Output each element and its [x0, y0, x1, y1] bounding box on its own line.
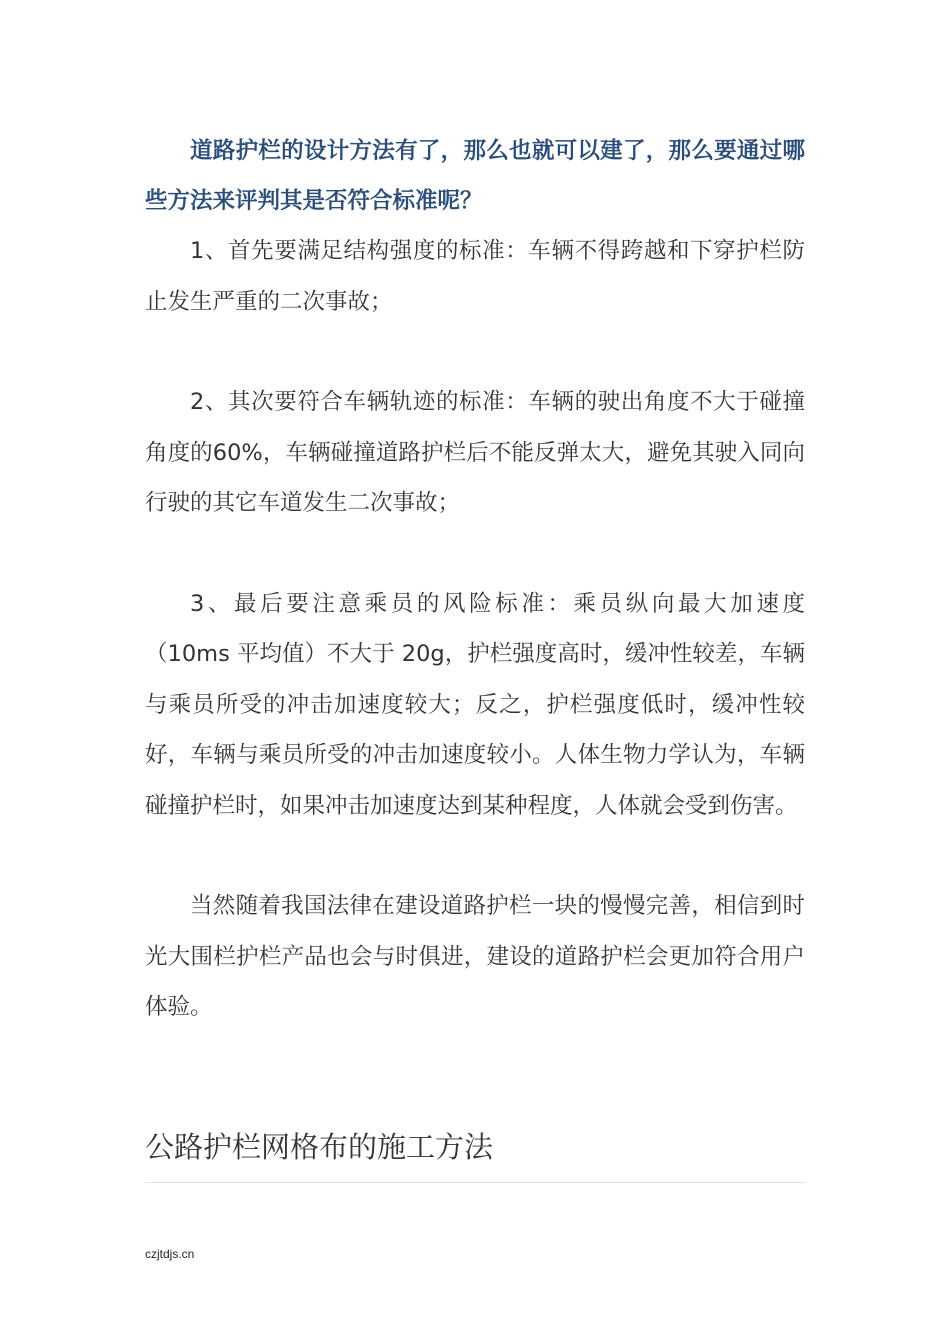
paragraph-structural-strength: 1、首先要满足结构强度的标准：车辆不得跨越和下穿护栏防止发生严重的二次事故；: [145, 238, 805, 315]
footer-site-url: czjtdjs.cn: [145, 1247, 195, 1261]
paragraph-occupant-risk: 3、最后要注意乘员的风险标准：乘员纵向最大加速度（10ms 平均值）不大于 20g，护栏强度高时，缓冲性较差，车辆与乘员所受的冲击加速度较大；反之，护栏强度低时，缓冲性较好，车辆与乘员所受的冲击加速度较小。人体生物力学认为，车辆碰撞护栏时，如果冲击加速度达到某种程度，人体就会受到伤害。: [145, 590, 805, 819]
section-divider: [145, 1182, 806, 1183]
paragraph-vehicle-trajectory: 2、其次要符合车辆轨迹的标准：车辆的驶出角度不大于碰撞角度的60%，车辆碰撞道路护栏后不能反弹太大，避免其驶入同向行驶的其它车道发生二次事故；: [145, 389, 805, 516]
article-body: [145, 126, 805, 1033]
paragraph-conclusion: 当然随着我国法律在建设道路护栏一块的慢慢完善，相信到时光大围栏护栏产品也会与时俱进，建设的道路护栏会更加符合用户体验。: [145, 893, 805, 1020]
next-section-heading: 公路护栏网格布的施工方法: [145, 1130, 494, 1164]
intro-question: 道路护栏的设计方法有了，那么也就可以建了，那么要通过哪些方法来评判其是否符合标准呢？: [145, 138, 805, 214]
